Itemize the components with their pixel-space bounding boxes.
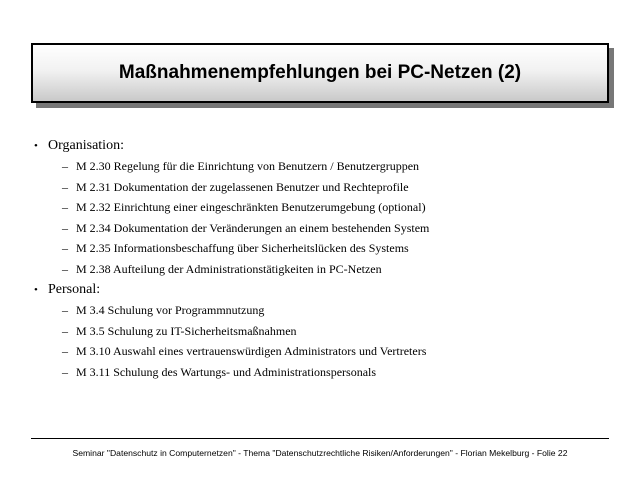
list-item [34, 362, 624, 383]
list-item [34, 197, 624, 218]
footer-divider [31, 438, 609, 439]
slide-content [34, 136, 624, 382]
dash-icon: – [62, 364, 68, 379]
list-item-text: M 3.4 Schulung vor Programmnutzung [76, 303, 265, 317]
dash-icon: – [62, 220, 68, 235]
list-item [34, 321, 624, 342]
dash-icon: – [62, 241, 68, 255]
list-item [34, 341, 624, 362]
slide-title: Maßnahmenempfehlungen bei PC-Netzen (2) [118, 62, 522, 83]
section-heading-label: Organisation: [48, 138, 124, 153]
section-heading [34, 136, 624, 156]
bullet-icon: • [34, 140, 38, 152]
list-item [34, 218, 624, 239]
dash-icon: – [62, 344, 68, 358]
section-heading [34, 280, 624, 300]
sub-list [34, 300, 624, 382]
list-item [34, 300, 624, 321]
section-personal [34, 280, 624, 382]
dash-icon: – [62, 179, 68, 194]
list-item [34, 259, 624, 280]
dash-icon: – [62, 303, 68, 317]
dash-icon: – [62, 261, 68, 276]
list-item-text: M 2.32 Einrichtung einer eingeschränkten Benutzerumgebung (optional) [76, 200, 426, 214]
list-item-text: M 3.11 Schulung des Wartungs- und Administrationspersonals [76, 364, 377, 379]
list-item-text: M 2.31 Dokumentation der zugelassenen Benutzer und Rechteprofile [76, 179, 409, 194]
dash-icon: – [62, 159, 68, 173]
bullet-icon: • [34, 284, 38, 296]
section-organisation [34, 136, 624, 279]
footer-text: Seminar "Datenschutz in Computernetzen" - Thema "Datenschutzrechtliche Risiken/Anforderungen" - Florian Mekelburg - Folie 22 [72, 448, 568, 458]
list-item [34, 177, 624, 198]
sub-list [34, 156, 624, 279]
list-item-text: M 3.10 Auswahl eines vertrauenswürdigen Administrators und Vertreters [76, 344, 427, 358]
list-item [34, 238, 624, 259]
section-heading-label: Personal: [48, 282, 101, 297]
list-item-text: M 3.5 Schulung zu IT-Sicherheitsmaßnahmen [76, 323, 297, 338]
list-item-text: M 2.34 Dokumentation der Veränderungen an einem bestehenden System [76, 220, 430, 235]
list-item-text: M 2.38 Aufteilung der Administrationstätigkeiten in PC-Netzen [76, 261, 382, 276]
list-item-text: M 2.35 Informationsbeschaffung über Sicherheitslücken des Systems [76, 241, 409, 255]
title-box [31, 43, 609, 103]
list-item-text: M 2.30 Regelung für die Einrichtung von Benutzern / Benutzergruppen [76, 159, 420, 173]
dash-icon: – [62, 323, 68, 338]
dash-icon: – [62, 200, 68, 214]
list-item [34, 156, 624, 177]
